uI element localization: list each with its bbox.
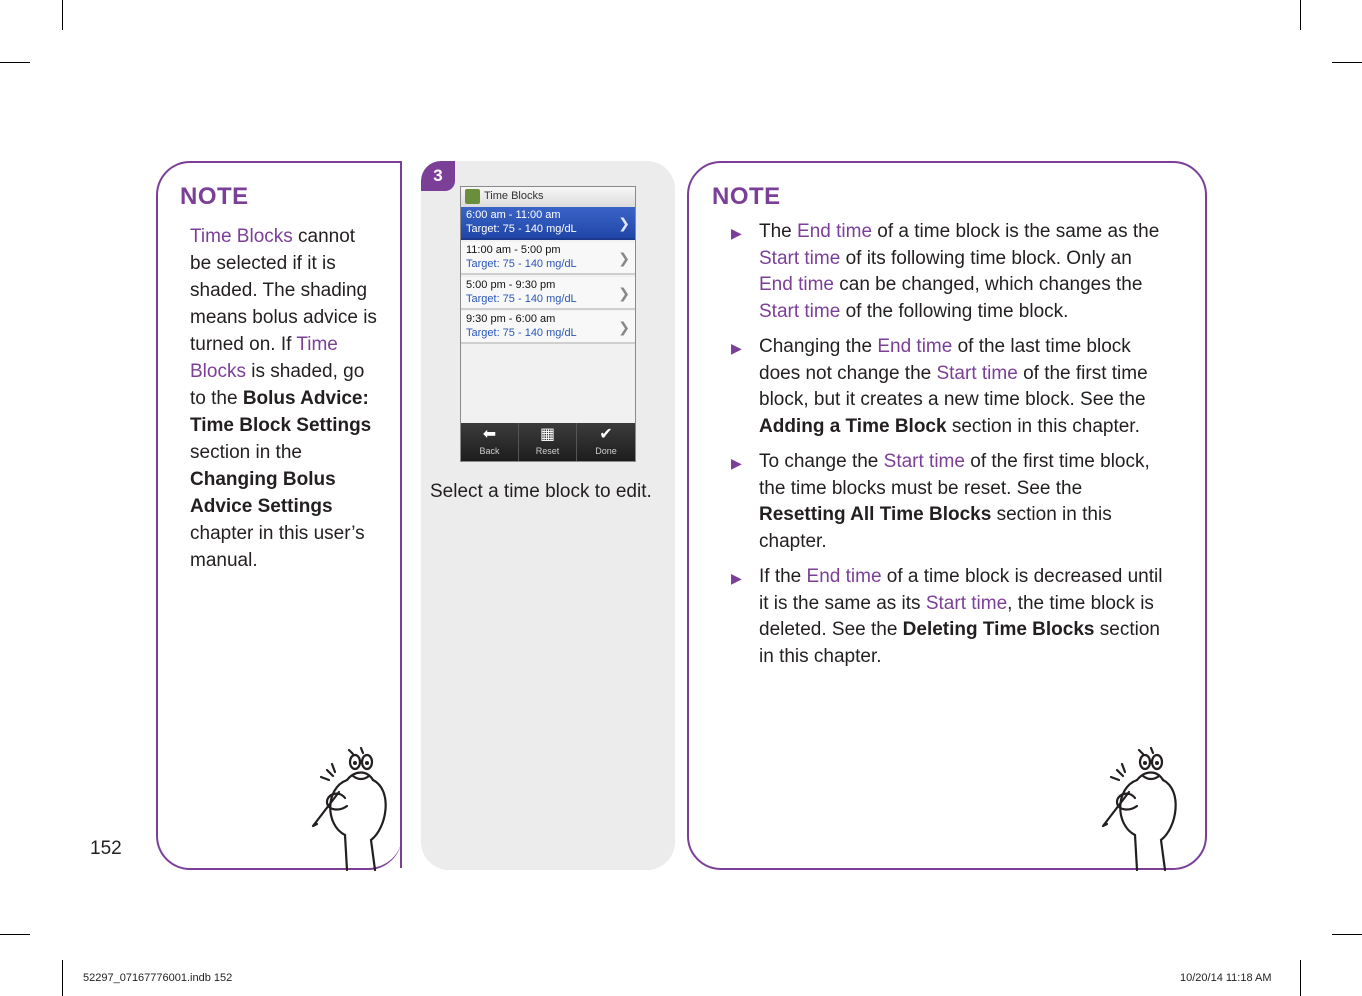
time-block-range: 6:00 am - 11:00 am <box>466 209 561 221</box>
left-note-text <box>190 223 380 574</box>
time-block-range: 5:00 pm - 9:30 pm <box>466 279 556 291</box>
text-span: of the first time block, the time blocks must be reset. See the <box>759 451 1150 499</box>
term-highlight: Start time <box>883 451 965 472</box>
text-span: section in this chapter. <box>759 504 1112 552</box>
time-block-row[interactable] <box>461 277 635 310</box>
text-span: , the time block is deleted. See the <box>759 592 1154 640</box>
slug-filename: 52297_07167776001.indb 152 <box>83 972 233 984</box>
text-span: of its following time block. Only an <box>840 247 1132 269</box>
time-block-row[interactable] <box>461 207 635 240</box>
term-highlight: End time <box>759 274 834 295</box>
text-span: If the <box>759 566 807 587</box>
time-block-row[interactable] <box>461 311 635 344</box>
text-span: section in this chapter. <box>946 415 1140 437</box>
step-number-badge: 3 <box>421 161 455 191</box>
time-block-range: 9:30 pm - 6:00 am <box>466 313 556 325</box>
bold-reference: Changing Bolus Advice Settings <box>190 469 336 517</box>
triangle-bullet-icon: ▶ <box>731 455 742 471</box>
time-block-row[interactable] <box>461 242 635 275</box>
note-bullet <box>729 449 1169 555</box>
checkmark-icon: ✔ <box>599 426 613 443</box>
device-title: Time Blocks <box>484 190 544 202</box>
triangle-bullet-icon: ▶ <box>731 570 742 586</box>
arrow-left-icon: ⬅ <box>482 426 497 443</box>
reset-label: Reset <box>535 446 560 456</box>
term-highlight: Start time <box>925 592 1008 614</box>
bold-reference: Deleting Time Blocks <box>902 619 1095 640</box>
note-title: NOTE <box>180 183 249 210</box>
crop-mark <box>1332 934 1362 935</box>
text-span: can be changed, which changes the <box>833 274 1143 295</box>
back-button[interactable] <box>461 423 519 461</box>
text-span: of a time block is the same as the <box>872 221 1160 242</box>
time-block-target: Target: 75 - 140 mg/dL <box>466 293 577 305</box>
time-block-target: Target: 75 - 140 mg/dL <box>466 327 577 339</box>
term-highlight: Start time <box>936 362 1018 384</box>
bold-reference: Resetting All Time Blocks <box>759 504 992 525</box>
text-span: of a time block is decreased until it is the same as its <box>759 566 1163 614</box>
done-button[interactable] <box>577 423 635 461</box>
device-header <box>461 187 635 208</box>
term-highlight: End time <box>806 566 882 587</box>
note-bullet <box>729 219 1169 325</box>
page-number: 152 <box>90 838 122 859</box>
term-highlight: Start time <box>759 300 841 322</box>
done-label: Done <box>595 446 617 456</box>
step-caption: Select a time block to edit. <box>430 481 652 502</box>
chevron-right-icon: ❯ <box>618 319 630 335</box>
note-bullet <box>729 564 1169 670</box>
bold-reference: Adding a Time Block <box>759 415 947 437</box>
term-highlight: End time <box>797 221 873 242</box>
link-time-blocks: Time Blocks <box>190 334 338 382</box>
text-span: section in this chapter. <box>759 619 1160 667</box>
bold-reference: Bolus Advice: Time Block Settings <box>190 388 372 436</box>
slug-divider <box>1300 960 1301 996</box>
link-time-blocks: Time Blocks <box>190 226 293 247</box>
eraser-grid-icon: ▦ <box>539 426 556 443</box>
crop-mark <box>0 62 30 63</box>
note-title: NOTE <box>712 183 781 210</box>
slug-divider <box>62 960 63 996</box>
term-highlight: End time <box>877 336 953 357</box>
crop-mark <box>1332 62 1362 63</box>
time-block-range: 11:00 am - 5:00 pm <box>466 244 561 256</box>
text-span: of the following time block. <box>840 300 1069 322</box>
note-bullet <box>729 334 1169 440</box>
step-panel <box>421 161 675 870</box>
device-footer <box>461 423 635 461</box>
chevron-right-icon: ❯ <box>618 250 630 266</box>
term-highlight: Start time <box>759 247 841 269</box>
triangle-bullet-icon: ▶ <box>731 225 742 241</box>
crop-mark <box>62 0 63 30</box>
thinking-figure-icon <box>305 740 395 872</box>
back-label: Back <box>479 446 500 456</box>
time-block-target: Target: 75 - 140 mg/dL <box>466 223 577 235</box>
text-span: Changing the <box>759 336 878 357</box>
time-block-target: Target: 75 - 140 mg/dL <box>466 258 577 270</box>
text-span: is shaded, go to the <box>190 361 365 409</box>
reset-button[interactable] <box>519 423 577 461</box>
thinking-figure-icon <box>1095 740 1185 872</box>
triangle-bullet-icon: ▶ <box>731 340 742 356</box>
device-screen <box>460 186 636 462</box>
text-span: of the last time block does not change the <box>759 336 1131 384</box>
text-span: cannot be selected if it is shaded. The shading means bolus advice is turned on. If <box>190 226 377 355</box>
text-span: chapter in this user’s manual. <box>190 523 365 571</box>
slug-timestamp: 10/20/14 11:18 AM <box>1180 972 1272 984</box>
time-blocks-app-icon <box>465 189 480 204</box>
chevron-right-icon: ❯ <box>618 285 630 301</box>
crop-mark <box>0 934 30 935</box>
chevron-right-icon: ❯ <box>618 215 630 231</box>
text-span: section in the <box>190 442 302 463</box>
text-span: of the first time block, but it creates a new time block. See the <box>759 362 1148 410</box>
text-span: To change the <box>759 451 884 472</box>
text-span: The <box>759 221 798 242</box>
note-bullet-list <box>729 219 1169 679</box>
crop-mark <box>1300 0 1301 30</box>
